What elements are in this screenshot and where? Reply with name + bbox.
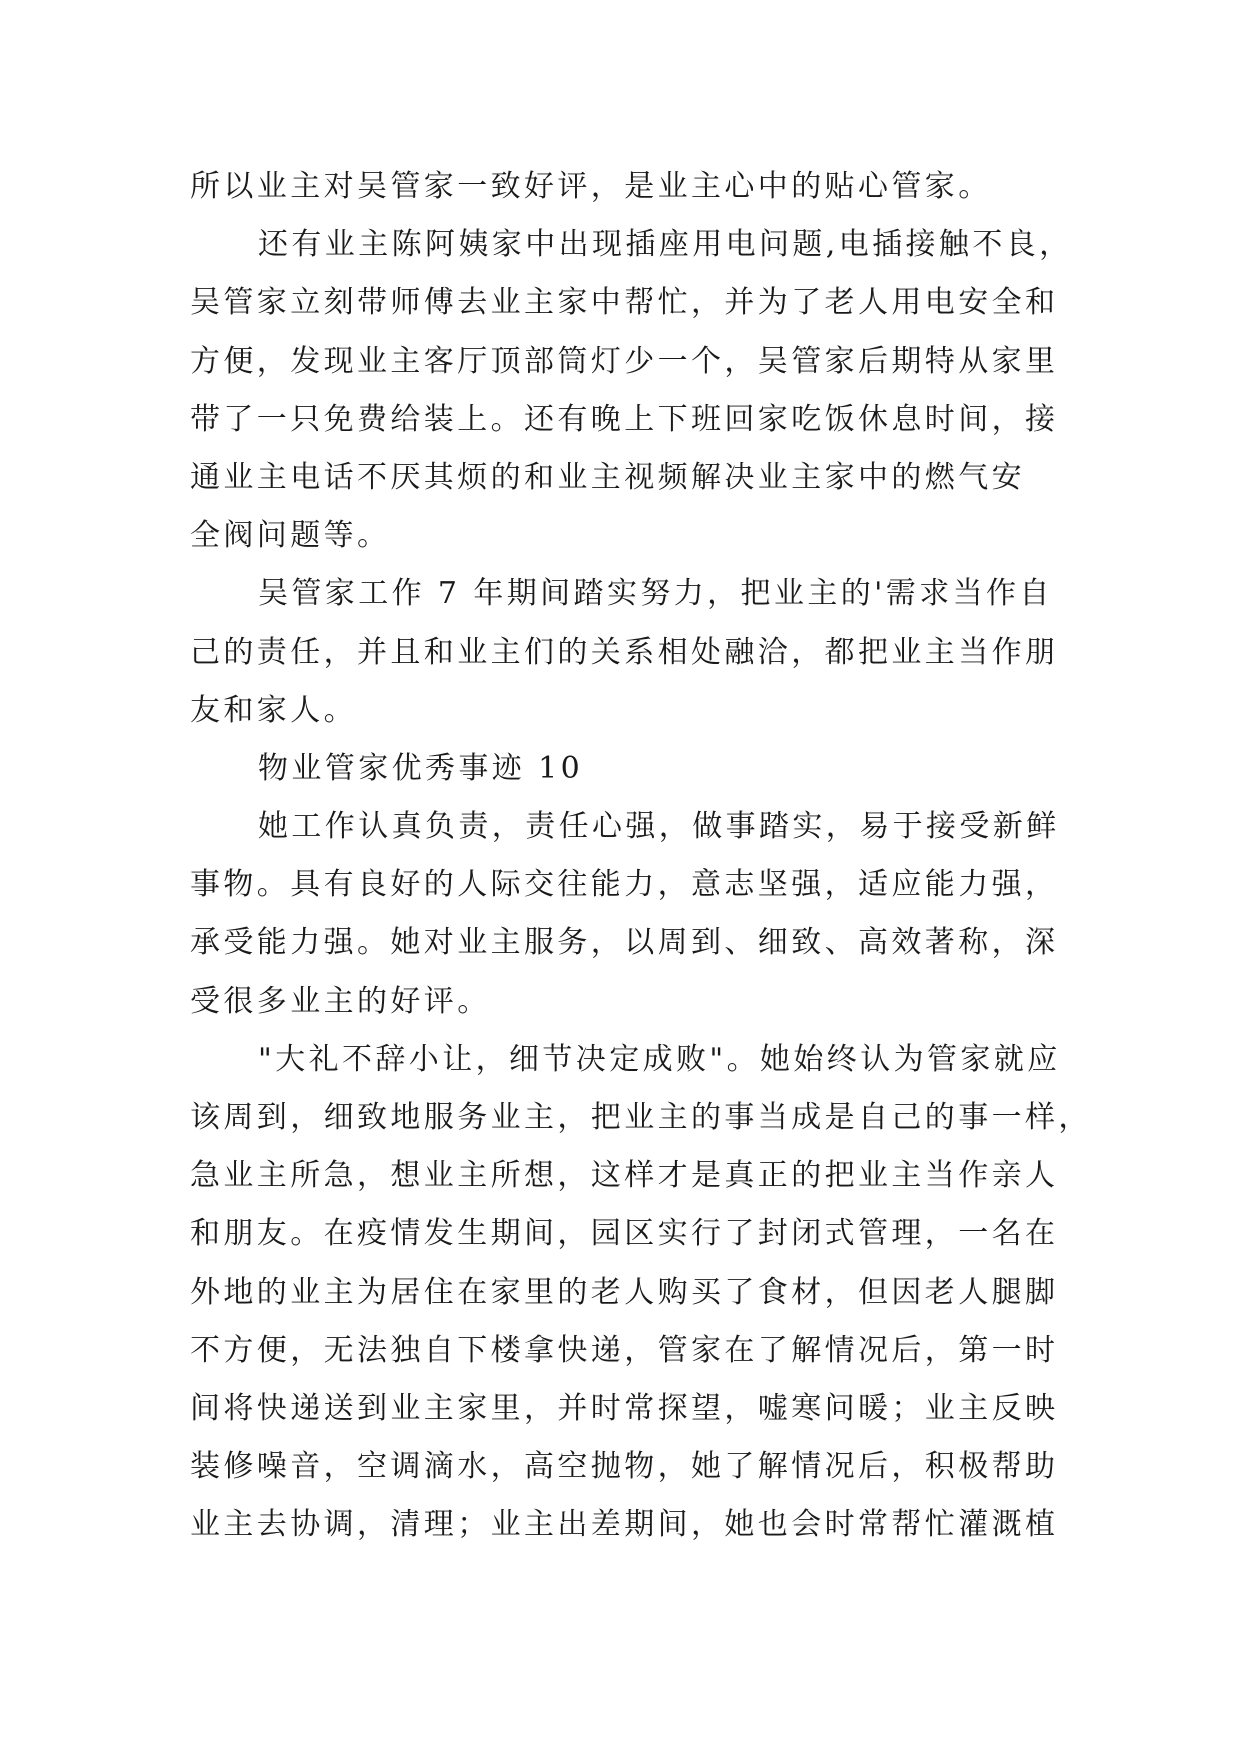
document-body — [190, 158, 1092, 1555]
text-line: 和朋友。在疫情发生期间，园区实行了封闭式管理，一名在 — [190, 1216, 1059, 1252]
paragraph-first-line: 还有业主陈阿姨家中出现插座用电问题,电插接触不良， — [258, 227, 1073, 263]
text-line: 外地的业主为居住在家里的老人购买了食材，但因老人腿脚 — [190, 1274, 1059, 1310]
text-line: 通业主电话不厌其烦的和业主视频解决业主家中的燃气安 — [190, 459, 1025, 495]
text-line: 急业主所急，想业主所想，这样才是真正的把业主当作亲人 — [190, 1158, 1059, 1194]
text-line: 该周到，细致地服务业主，把业主的事当成是自己的事一样， — [190, 1100, 1092, 1135]
text-line: 方便，发现业主客厅顶部筒灯少一个，吴管家后期特从家里 — [190, 343, 1059, 379]
paragraph-first-line: 吴管家工作 7 年期间踏实努力，把业主的'需求当作自 — [258, 576, 1053, 612]
text-line: 带了一只免费给装上。还有晚上下班回家吃饭休息时间，接 — [190, 401, 1059, 437]
paragraph-first-line: "大礼不辞小让，细节决定成败"。她始终认为管家就应 — [258, 1041, 1061, 1077]
text-line: 业主去协调，清理；业主出差期间，她也会时常帮忙灌溉植 — [190, 1507, 1059, 1543]
text-line: 吴管家立刻带师傅去业主家中帮忙，并为了老人用电安全和 — [190, 285, 1059, 321]
text-line: 事物。具有良好的人际交往能力，意志坚强，适应能力强， — [190, 867, 1059, 903]
text-line: 不方便，无法独自下楼拿快递，管家在了解情况后，第一时 — [190, 1332, 1059, 1368]
text-line: 友和家人。 — [190, 692, 357, 728]
paragraph-first-line: 她工作认真负责，责任心强，做事踏实，易于接受新鲜 — [258, 809, 1060, 845]
text-line: 受很多业主的好评。 — [190, 983, 491, 1019]
text-line: 全阀问题等。 — [190, 518, 391, 554]
text-line: 间将快递送到业主家里，并时常探望，嘘寒问暖；业主反映 — [190, 1390, 1059, 1426]
text-line: 承受能力强。她对业主服务，以周到、细致、高效著称，深 — [190, 925, 1059, 961]
text-line: 所以业主对吴管家一致好评，是业主心中的贴心管家。 — [190, 169, 992, 204]
text-line: 己的责任，并且和业主们的关系相处融洽，都把业主当作朋 — [190, 634, 1059, 670]
text-line: 装修噪音，空调滴水，高空抛物，她了解情况后，积极帮助 — [190, 1449, 1059, 1485]
paragraph-first-line: 物业管家优秀事迹 10 — [258, 750, 584, 786]
